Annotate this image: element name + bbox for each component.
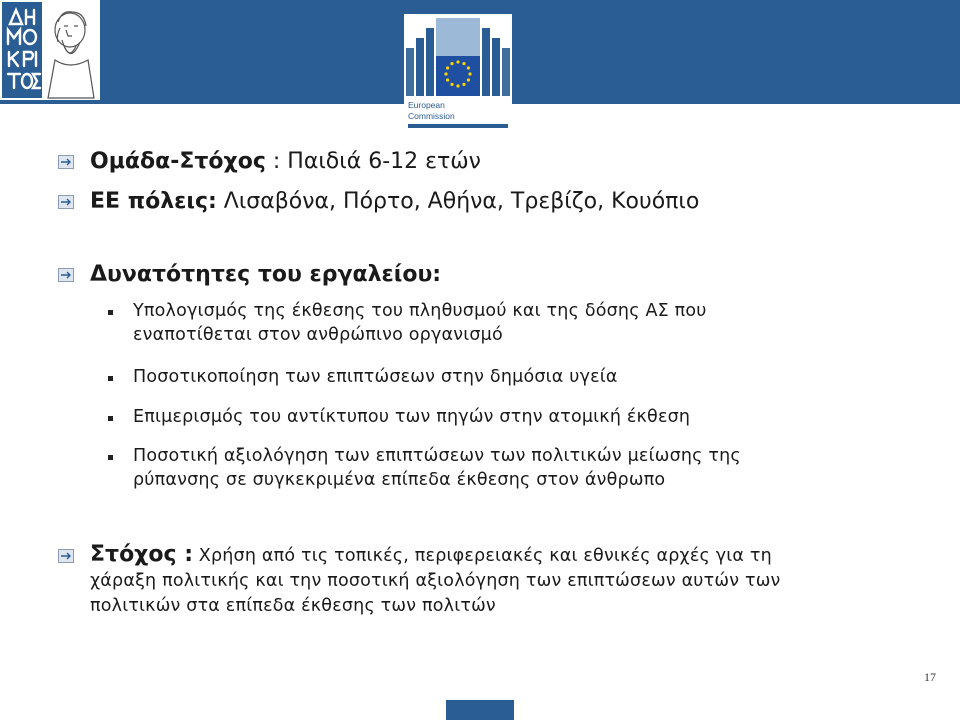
bullet-text xyxy=(90,188,699,216)
sub-item-line: Ποσοτικοποίηση των επιπτώσεων στην δημόσια υγεία xyxy=(133,367,618,387)
square-bullet-icon xyxy=(108,455,113,460)
sub-item-policy-assessment xyxy=(133,444,741,492)
footer-block xyxy=(446,700,514,720)
sub-item-line: ρύπανσης σε συγκεκριμένα επίπεδα έκθεσης στον άνθρωπο xyxy=(133,470,666,490)
arrow-bullet-icon xyxy=(58,549,74,563)
ec-label-line2: Commission xyxy=(408,111,455,121)
sub-item-line: Επιμερισμός του αντίκτυπου των πηγών στην ατομική έκθεση xyxy=(133,407,691,427)
square-bullet-icon xyxy=(108,310,113,315)
goal-label: Στόχος : xyxy=(90,542,193,567)
bullet-text xyxy=(90,261,441,289)
bullet-value: Λισαβόνα, Πόρτο, Αθήνα, Τρεβίζο, Κουόπιο xyxy=(216,189,700,214)
square-bullet-icon xyxy=(108,376,113,381)
arrow-bullet-icon xyxy=(58,268,74,282)
bullet-label: Ομάδα-Στόχος xyxy=(90,149,266,174)
goal-line-3: πολιτικών στα επίπεδα έκθεσης των πολιτών xyxy=(90,596,496,616)
ec-label-line1: European xyxy=(408,100,445,110)
arrow-bullet-icon xyxy=(58,155,74,169)
goal-line-1 xyxy=(90,541,930,569)
sub-item-source-apportionment xyxy=(133,405,690,429)
bullet-value: : Παιδιά 6-12 ετών xyxy=(265,149,481,174)
goal-line-2: χάραξη πολιτικής και την ποσοτική αξιολόγηση των επιπτώσεων αυτών των xyxy=(90,571,781,591)
bullet-label: ΕΕ πόλεις: xyxy=(90,189,217,214)
bullet-text xyxy=(90,148,481,176)
sub-item-line: εναποτίθεται στον ανθρώπινο οργανισμό xyxy=(133,325,503,345)
page-number: 17 xyxy=(924,670,936,684)
goal-text-block xyxy=(90,541,930,619)
goal-line-1-text: Χρήση από τις τοπικές, περιφερειακές και εθνικές αρχές για τη xyxy=(193,546,772,566)
sub-item-line: Ποσοτική αξιολόγηση των επιπτώσεων των πολιτικών μείωσης της xyxy=(133,446,741,466)
sub-item-line: Υπολογισμός της έκθεσης του πληθυσμού και της δόσης ΑΣ που xyxy=(133,301,707,321)
bullet-label: Δυνατότητες του εργαλείου: xyxy=(90,262,442,287)
sub-item-health-impacts xyxy=(133,365,618,389)
sub-item-population-exposure xyxy=(133,299,707,347)
square-bullet-icon xyxy=(108,416,113,421)
arrow-bullet-icon xyxy=(58,195,74,209)
